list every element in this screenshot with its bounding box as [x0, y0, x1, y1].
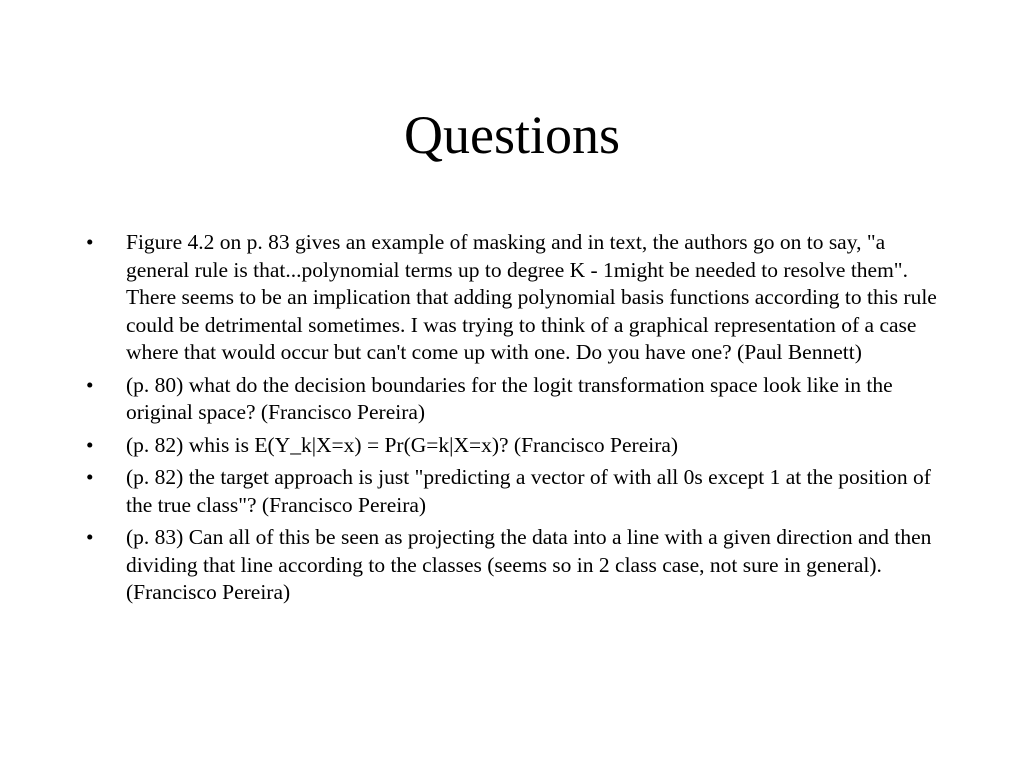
bullet-icon: • — [86, 372, 94, 397]
bullet-item — [86, 524, 946, 607]
bullet-item — [86, 229, 946, 367]
bullet-icon: • — [86, 465, 94, 489]
bullet-text: (p. 82) whis is E(Y_k|X=x) = Pr(G=k|X=x)? (Francisco Pereira) — [126, 432, 679, 457]
bullet-item — [86, 432, 946, 460]
bullet-item — [86, 372, 946, 427]
bullet-icon: • — [86, 230, 94, 254]
slide-title: Questions — [404, 105, 620, 165]
bullet-icon: • — [86, 525, 94, 549]
bullet-text: (p. 82) the target approach is just "predicting a vector of with all 0s except 1 at the position of the true class"? (Francisco Pereira) — [126, 465, 931, 517]
bullet-text: (p. 80) what do the decision boundaries for the logit transformation space look like in the original space? (Francisco Pereira) — [126, 372, 893, 424]
bullet-list — [86, 229, 946, 612]
bullet-text: (p. 83) Can all of this be seen as projecting the data into a line with a given direction and then dividing that line according to the classes (seems so in 2 class case, not sure in general). (Francisco Pereira) — [126, 525, 932, 604]
bullet-text: Figure 4.2 on p. 83 gives an example of masking and in text, the authors go on to say, "a general rule is that...polynomial terms up to degree K - 1might be needed to resolve them". There seems to be an implication that adding polynomial basis functions according to this rule could be detrimental sometimes. I was trying to think of a graphical representation of a case where that would occur but can't come up with one. Do you have one? (Paul Bennett) — [126, 230, 937, 364]
bullet-icon: • — [86, 432, 94, 457]
bullet-item — [86, 464, 946, 519]
